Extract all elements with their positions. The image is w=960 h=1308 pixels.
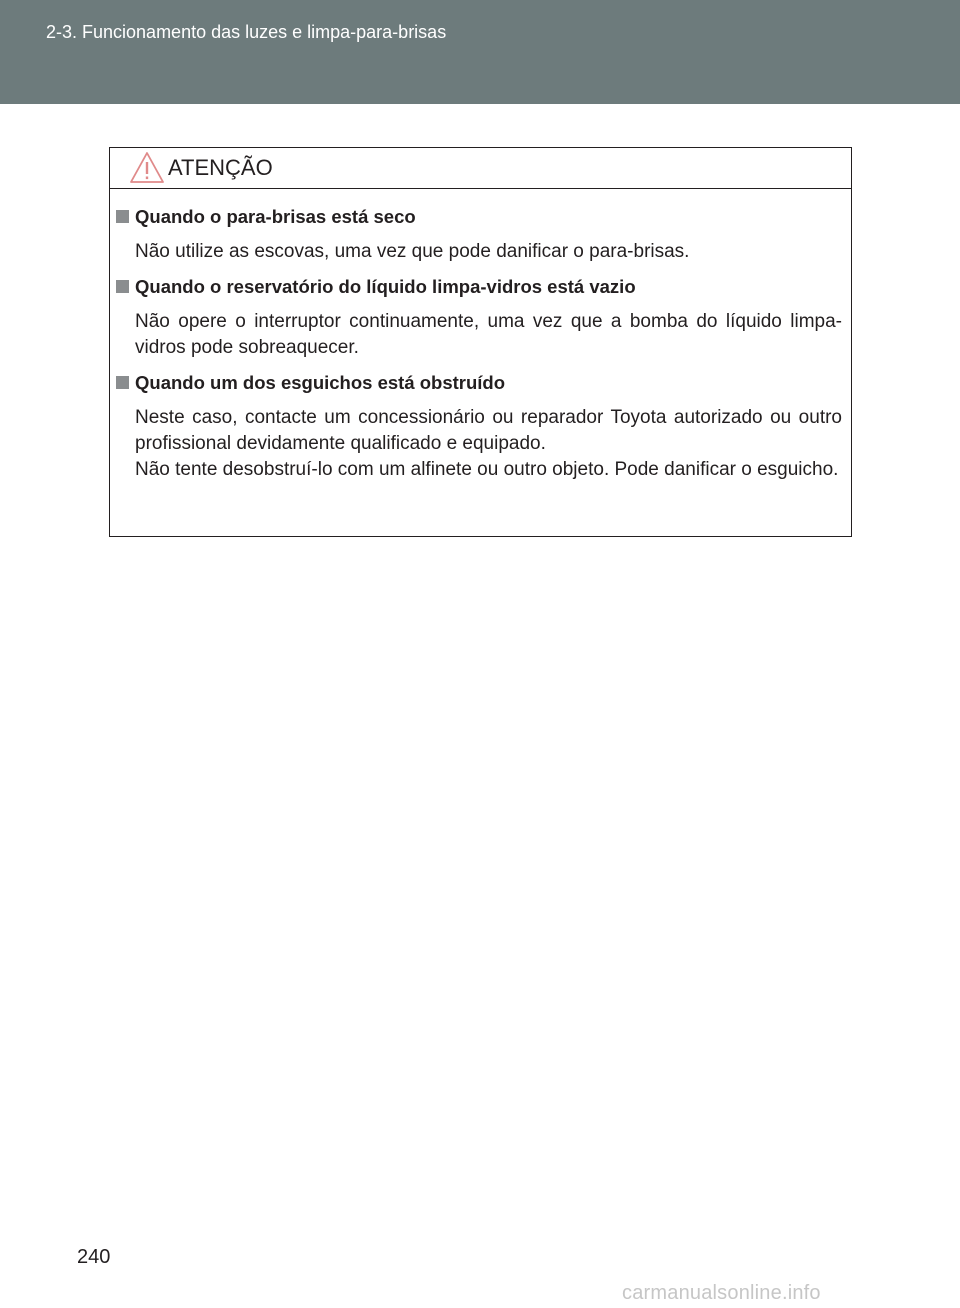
section-text	[135, 239, 842, 265]
section-heading-text: Quando um dos esguichos está obstruído	[135, 372, 506, 393]
section-heading	[116, 371, 842, 395]
square-bullet-icon	[116, 376, 129, 389]
section-text	[135, 405, 842, 483]
page-number: 240	[77, 1246, 111, 1268]
watermark: carmanualsonline.info	[622, 1282, 821, 1304]
section-heading-text: Quando o reservatório do líquido limpa-vidros está vazio	[135, 276, 636, 297]
page-header	[0, 0, 960, 104]
warning-box	[109, 147, 852, 537]
section-heading-text: Quando o para-brisas está seco	[135, 206, 416, 227]
paragraph: Não opere o interruptor continuamente, uma vez que a bomba do líquido limpa-vidros pode sobreaquecer.	[135, 311, 842, 358]
warning-header	[110, 148, 851, 189]
paragraph: Não utilize as escovas, uma vez que pode danificar o para-brisas.	[135, 241, 690, 262]
warning-label: ATENÇÃO	[168, 155, 273, 180]
section-heading	[116, 205, 842, 229]
section-title: 2-3. Funcionamento das luzes e limpa-para-brisas	[46, 22, 447, 42]
square-bullet-icon	[116, 210, 129, 223]
square-bullet-icon	[116, 280, 129, 293]
paragraph: Não tente desobstruí-lo com um alfinete ou outro objeto. Pode danificar o esguicho.	[135, 459, 839, 480]
section-text	[135, 309, 842, 361]
warning-triangle-icon	[129, 151, 165, 184]
section-heading	[116, 275, 842, 299]
warning-body	[110, 189, 851, 483]
paragraph: Neste caso, contacte um concessionário ou reparador Toyota autorizado ou outro profissional devidamente qualificado e equipado.	[135, 407, 842, 454]
